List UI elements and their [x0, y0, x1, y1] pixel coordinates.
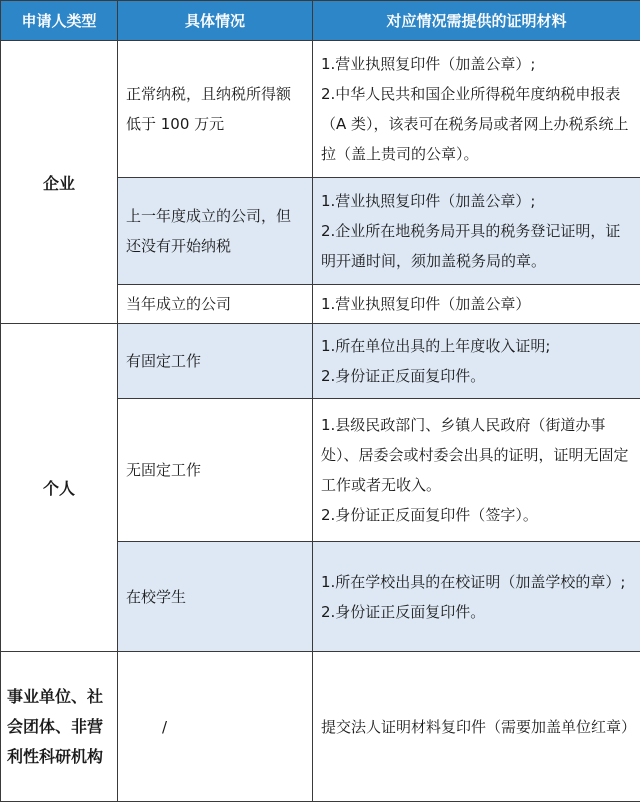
materials-cell [313, 652, 640, 802]
situation-cell: 无固定工作 [118, 399, 313, 542]
type-enterprise: 企业 [1, 41, 118, 324]
type-institution: 事业单位、社会团体、非营利性科研机构 [1, 652, 118, 802]
materials-cell [313, 324, 640, 399]
material-line: 1.所在学校出具的在校证明（加盖学校的章）; [321, 567, 632, 597]
material-line: 2.企业所在地税务局开具的税务登记证明，证明开通时间，须加盖税务局的章。 [321, 216, 632, 276]
situation-cell: 在校学生 [118, 542, 313, 652]
material-line: 1.营业执照复印件（加盖公章）; [321, 49, 632, 79]
situation-cell: 有固定工作 [118, 324, 313, 399]
header-situation: 具体情况 [118, 1, 313, 41]
materials-cell [313, 542, 640, 652]
type-individual: 个人 [1, 324, 118, 652]
material-line: 2.中华人民共和国企业所得税年度纳税申报表（A 类），该表可在税务局或者网上办税系统上拉（盖上贵司的公章）。 [321, 79, 632, 169]
material-line: 1.所在单位出具的上年度收入证明; [321, 331, 632, 361]
materials-cell [313, 285, 640, 324]
materials-cell [313, 41, 640, 178]
header-applicant-type: 申请人类型 [1, 1, 118, 41]
materials-cell [313, 399, 640, 542]
table-row [1, 652, 640, 802]
situation-cell [118, 652, 313, 802]
situation-slash: / [126, 718, 167, 736]
header-row [1, 1, 640, 41]
material-line: 1.营业执照复印件（加盖公章）; [321, 186, 632, 216]
situation-cell: 上一年度成立的公司，但还没有开始纳税 [118, 178, 313, 285]
materials-cell [313, 178, 640, 285]
material-line: 2.身份证正反面复印件。 [321, 597, 632, 627]
table-row [1, 41, 640, 178]
material-line: 1.营业执照复印件（加盖公章） [321, 289, 632, 319]
material-line: 提交法人证明材料复印件（需要加盖单位红章） [321, 712, 632, 742]
table-row [1, 324, 640, 399]
situation-cell: 当年成立的公司 [118, 285, 313, 324]
material-line: 2.身份证正反面复印件。 [321, 361, 632, 391]
material-line: 2.身份证正反面复印件（签字）。 [321, 500, 632, 530]
situation-cell: 正常纳税，且纳税所得额低于 100 万元 [118, 41, 313, 178]
material-line: 1.县级民政部门、乡镇人民政府（街道办事处）、居委会或村委会出具的证明，证明无固定工作或者无收入。 [321, 410, 632, 500]
header-materials: 对应情况需提供的证明材料 [313, 1, 640, 41]
